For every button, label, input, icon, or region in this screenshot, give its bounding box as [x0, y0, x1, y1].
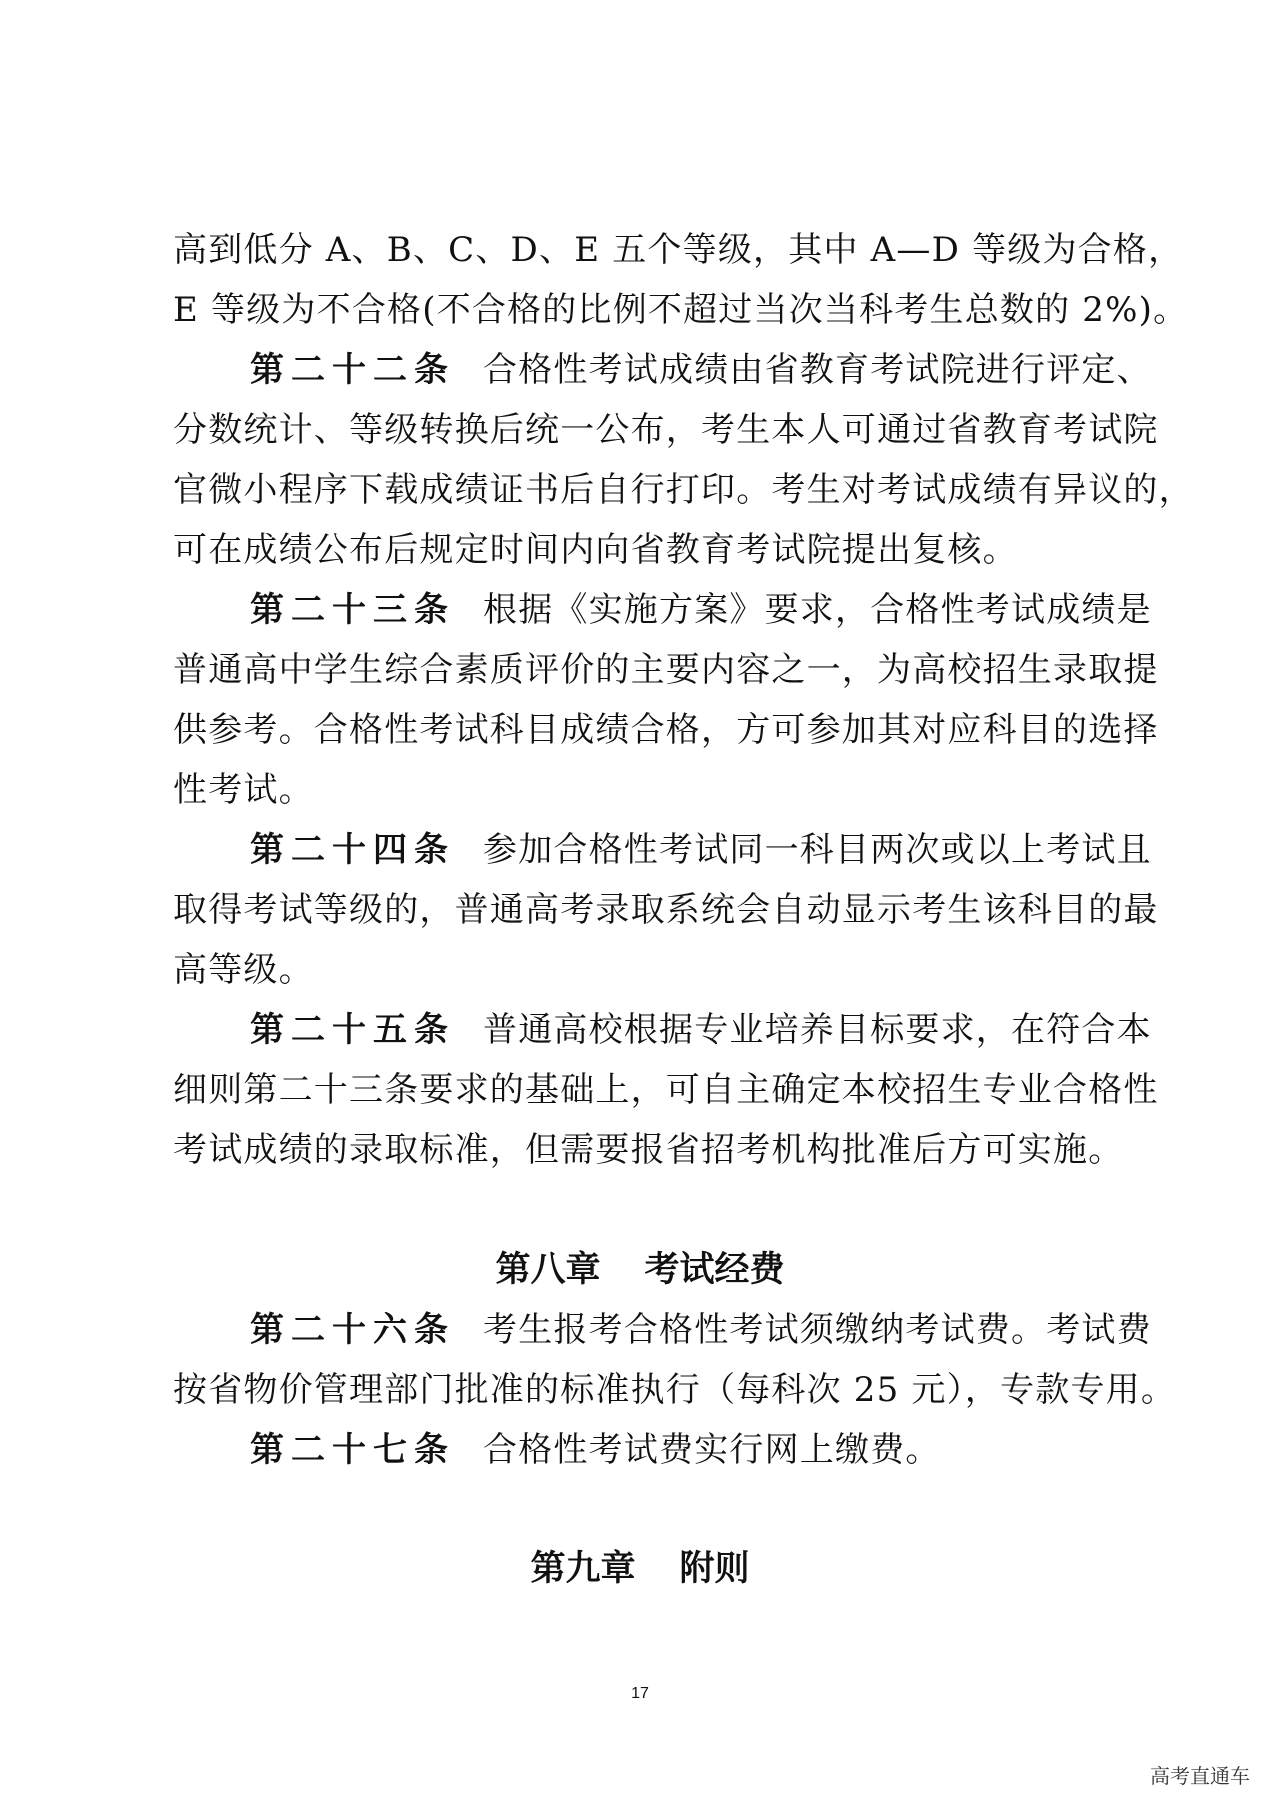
article-heading: 第二十二条 — [250, 350, 455, 390]
page-number: 17 — [631, 1685, 649, 1702]
text-line: 分数统计、等级转换后统一公布，考生本人可通过省教育考试院 — [173, 410, 1159, 450]
text-line: 考生报考合格性考试须缴纳考试费。考试费 — [483, 1310, 1152, 1350]
text-line: 高到低分 A、B、C、D、E 五个等级，其中 A—D 等级为合格， — [173, 230, 1184, 270]
text-line: 考试成绩的录取标准，但需要报省招考机构批准后方可实施。 — [173, 1130, 1124, 1170]
article-heading: 第二十四条 — [250, 830, 455, 870]
article-heading: 第二十六条 — [250, 1310, 455, 1350]
chapter-8-heading — [0, 1250, 1280, 1290]
text-line: 按省物价管理部门批准的标准执行（每科次 25 元），专款专用。 — [173, 1370, 1177, 1410]
chapter-title: 附则 — [679, 1549, 750, 1589]
article-heading: 第二十三条 — [250, 590, 455, 630]
chapter-title: 考试经费 — [644, 1250, 785, 1290]
text-line: 参加合格性考试同一科目两次或以上考试且 — [483, 830, 1152, 870]
text-line: 合格性考试费实行网上缴费。 — [483, 1430, 941, 1470]
article-27 — [250, 1430, 941, 1470]
article-24 — [250, 830, 1152, 870]
text-line: 供参考。合格性考试科目成绩合格，方可参加其对应科目的选择 — [173, 710, 1159, 750]
text-line: 官微小程序下载成绩证书后自行打印。考生对考试成绩有异议的， — [173, 470, 1194, 510]
watermark: 高考直通车 — [1150, 1764, 1250, 1788]
chapter-number: 第九章 — [530, 1549, 636, 1589]
text-line: E 等级为不合格(不合格的比例不超过当次当科考生总数的 2%)。 — [173, 290, 1189, 330]
text-line: 合格性考试成绩由省教育考试院进行评定、 — [483, 350, 1152, 390]
text-line: 高等级。 — [173, 950, 314, 990]
text-line: 细则第二十三条要求的基础上，可自主确定本校招生专业合格性 — [173, 1070, 1159, 1110]
text-line: 普通高中学生综合素质评价的主要内容之一，为高校招生录取提 — [173, 650, 1159, 690]
article-22 — [250, 350, 1152, 390]
article-26 — [250, 1310, 1152, 1350]
text-line: 性考试。 — [173, 770, 314, 810]
article-23 — [250, 590, 1152, 630]
chapter-9-heading — [0, 1549, 1280, 1589]
chapter-number: 第八章 — [495, 1250, 601, 1290]
article-25 — [250, 1010, 1152, 1050]
text-line: 根据《实施方案》要求，合格性考试成绩是 — [483, 590, 1152, 630]
article-heading: 第二十七条 — [250, 1430, 455, 1470]
article-heading: 第二十五条 — [250, 1010, 455, 1050]
text-line: 普通高校根据专业培养目标要求，在符合本 — [483, 1010, 1152, 1050]
text-line: 取得考试等级的，普通高考录取系统会自动显示考生该科目的最 — [173, 890, 1159, 930]
text-line: 可在成绩公布后规定时间内向省教育考试院提出复核。 — [173, 530, 1018, 570]
